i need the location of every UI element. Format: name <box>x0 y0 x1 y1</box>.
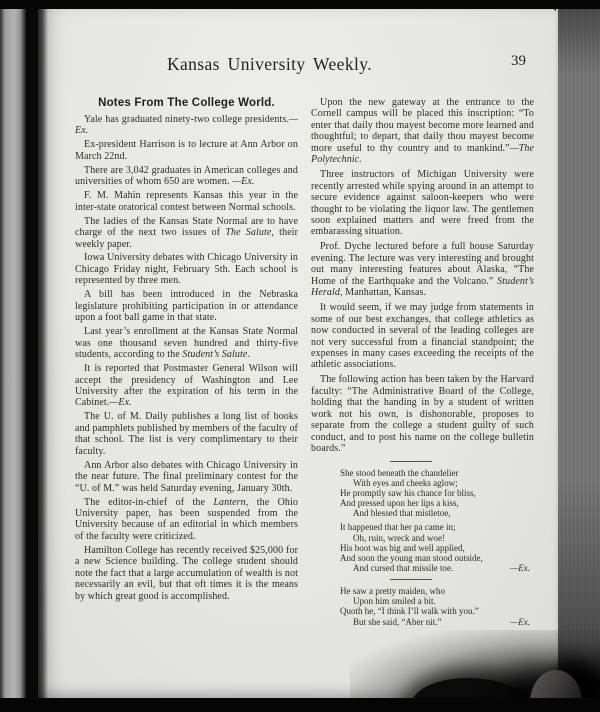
poem-line: And cursed that missile toe. —Ex. <box>353 563 530 573</box>
paragraph: The editor-in-chief of the Lantern, the Ohio University paper, has been suspended from the University because of an editorial in which members of the faculty were criticized. <box>75 496 299 542</box>
poem-line: He saw a pretty maiden, who <box>340 586 445 597</box>
right-column <box>311 97 534 627</box>
journal-title: Kansas University Weekly. <box>166 54 373 74</box>
poem-line: Quoth he, “I think I’ll walk with you.” <box>340 606 479 617</box>
poem-attribution: —Ex. <box>510 616 530 627</box>
poem <box>340 586 530 627</box>
section-heading: Notes From The College World. <box>98 97 275 109</box>
magazine-page <box>38 8 557 698</box>
paragraph: Hamilton College has recently received $25,000 for a new Science building. The college student should note the fact that a large accumulation of wealth is not necessarily an evil, but that oft times it is the means by which great good is accomplished. <box>75 544 298 602</box>
poem-attribution: —Ex. <box>510 563 530 573</box>
paragraph: Three instructors of Michigan University were recently arrested while spying around in an attempt to secure evidence against saloon-keepers who were thought to be violating the liquor law. The gentlemen soon explained matters and were freed from the embarassing situation. <box>311 169 534 238</box>
paragraph: The U. of M. Daily publishes a long list of books and pamphlets published by members of the faculty of that school. The list is very complimentary to their faculty. <box>75 411 298 457</box>
paragraph: Last year’s enrollment at the Kansas State Normal was one thousand seven hundred and thirty-five students, according to the Student’s Salute. <box>75 326 298 361</box>
paragraph: The ladies of the Kansas State Normal are to have charge of the next two issues of The Salute, their weekly paper. <box>75 215 298 250</box>
paragraph: Prof. Dyche lectured before a full house Saturday evening. The lecture was very interesting and brought out many interesting features about Alaska, “The Home of the Earthquake and the Volcano.” Student’s Herald, Manhattan, Kansas. <box>311 241 534 299</box>
poem-line: His boot was big and well applied, <box>340 542 465 553</box>
poem <box>340 467 530 574</box>
poem-line: It happened that her pa came in; <box>340 522 456 533</box>
poem-line: She stood beneath the chandelier <box>340 467 459 478</box>
paragraph: Ex-president Harrison is to lecture at Ann Arbor on March 22nd. <box>75 139 298 162</box>
paragraph: It is reported that Postmaster General Wilson will accept the presidency of Washington and Lee University after the expiration of his term in the Cabinet.—Ex. <box>75 363 298 409</box>
poem-line: He promptly saw his chance for bliss, <box>340 487 476 498</box>
paragraph: A bill has been introduced in the Nebraska legislature prohibiting participation in or attendance upon a foot ball game in that state. <box>75 289 298 324</box>
right-column-paragraphs <box>311 97 534 455</box>
poem-line: And soon the young man stood outside, <box>340 552 483 563</box>
paragraph: Iowa University debates with Chicago University in Chicago Friday night, February 5th. Each school is represented by three men. <box>75 252 298 287</box>
text-columns <box>38 97 557 627</box>
poem-line: Oh, ruin, wreck and woe! <box>353 532 445 543</box>
poem-line: But she said, “Aber nit.” —Ex. <box>353 616 530 627</box>
paragraph: The following action has been taken by the Harvard faculty: “The Administrative Board of the College, holding that the handing in by a student of written work not his own, is dishonorable, proposes to separate from the college a student guilty of such conduct, and to post his name on the college bulletin boards.” <box>311 374 534 455</box>
paragraph: Yale has graduated ninety-two college presidents.—Ex. <box>75 114 298 137</box>
paragraph: Ann Arbor also debates with Chicago University in the near future. The final preliminary contest for the “U. of M.” was held Saturday evening, January 30th. <box>75 459 298 494</box>
page-number: 39 <box>511 53 526 69</box>
top-black-border <box>0 0 600 9</box>
paragraph: F. M. Mahin represents Kansas this year in the inter-state oratorical contest between Normal schools. <box>75 190 298 213</box>
poem-stanza <box>340 468 526 519</box>
poem-divider <box>390 579 432 580</box>
paragraph: There are 3,042 graduates in American colleges and universities of whom 650 are women. —Ex. <box>75 164 298 188</box>
poem-line: With eyes and cheeks aglow; <box>353 477 458 488</box>
left-column <box>75 97 298 627</box>
page-header <box>38 8 557 86</box>
left-column-paragraphs <box>75 114 298 602</box>
book-fore-edge <box>556 4 600 704</box>
poem-stanza <box>340 522 530 573</box>
poem-stanza <box>340 586 530 627</box>
paragraph: Upon the new gateway at the entrance to the Cornell campus will be placed this inscription: “To enter that daily thou mayest become more learned and thoughtful; to depart, that daily thou mayest become more useful to thy country and to mankind.”—The Polytechnic. <box>311 97 534 166</box>
paragraph: It would seem, if we may judge from statements in some of our best exchanges, that college athletics as now conducted in several of the leading colleges are not very successful from a financial standpoint; the expenses in many cases exceeding the receipts of the athletic associations. <box>311 302 534 371</box>
poem-line: And blessed that mistletoe, <box>353 508 451 519</box>
poem-divider <box>390 461 432 462</box>
poem-line: And pressed upon her lips a kiss, <box>340 498 459 509</box>
poems-section <box>311 461 534 627</box>
bottom-black-border <box>0 698 600 712</box>
book-gutter-shadow <box>20 0 48 712</box>
poem-line: Upon him smiled a bit. <box>353 596 436 607</box>
